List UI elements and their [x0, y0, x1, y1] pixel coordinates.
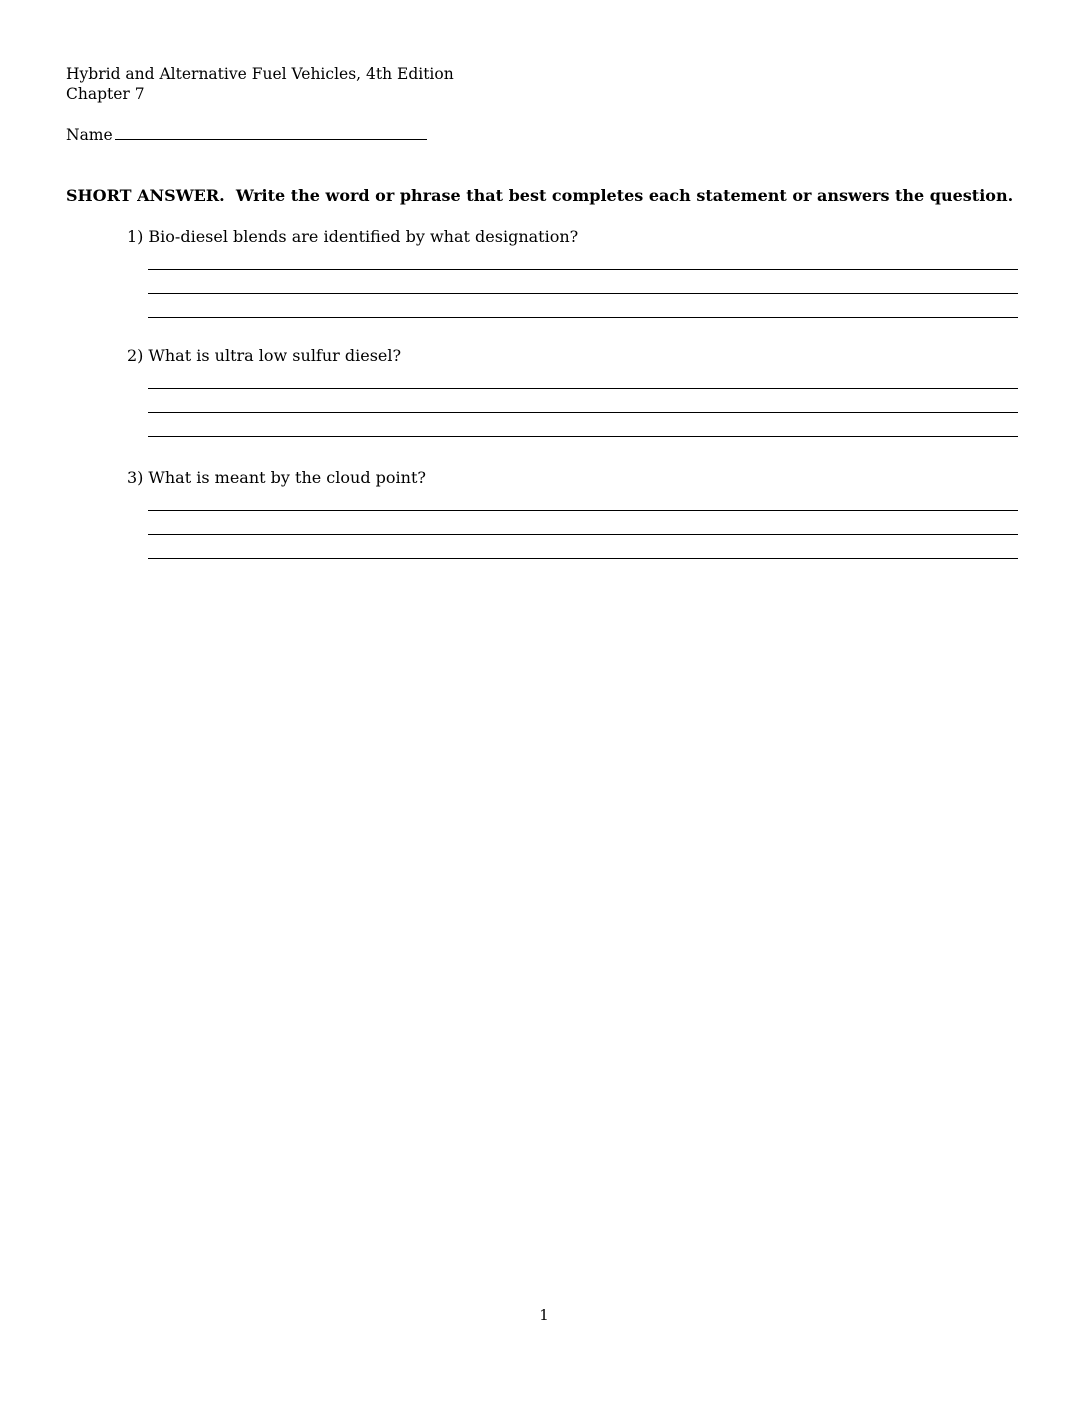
question-2-text — [127, 346, 401, 366]
answer-line — [148, 294, 1018, 318]
answer-line — [148, 535, 1018, 559]
answer-line — [148, 365, 1018, 389]
answer-line — [148, 389, 1018, 413]
question-3-number: 3) — [127, 468, 144, 487]
question-3-label: What is meant by the cloud point? — [148, 468, 426, 487]
page-number: 1 — [539, 1306, 549, 1324]
question-1-answer-lines — [148, 246, 1018, 318]
question-1-label: Bio-diesel blends are identified by what designation? — [148, 227, 579, 246]
answer-line — [148, 246, 1018, 270]
question-3-answer-lines — [148, 487, 1018, 559]
document-header — [66, 64, 454, 104]
section-heading: SHORT ANSWER. Write the word or phrase that best completes each statement or answers the question. — [66, 186, 1014, 205]
chapter-label: Chapter 7 — [66, 85, 145, 103]
answer-line — [148, 413, 1018, 437]
name-blank-line — [115, 123, 427, 140]
question-3-text — [127, 468, 426, 488]
question-2-answer-lines — [148, 365, 1018, 437]
document-title: Hybrid and Alternative Fuel Vehicles, 4th Edition — [66, 65, 454, 83]
answer-line — [148, 511, 1018, 535]
question-2-label: What is ultra low sulfur diesel? — [148, 346, 402, 365]
answer-line — [148, 487, 1018, 511]
answer-line — [148, 270, 1018, 294]
question-2-number: 2) — [127, 346, 144, 365]
question-1-number: 1) — [127, 227, 144, 246]
name-row — [66, 123, 427, 145]
question-1-text — [127, 227, 578, 247]
name-label: Name — [66, 126, 113, 144]
